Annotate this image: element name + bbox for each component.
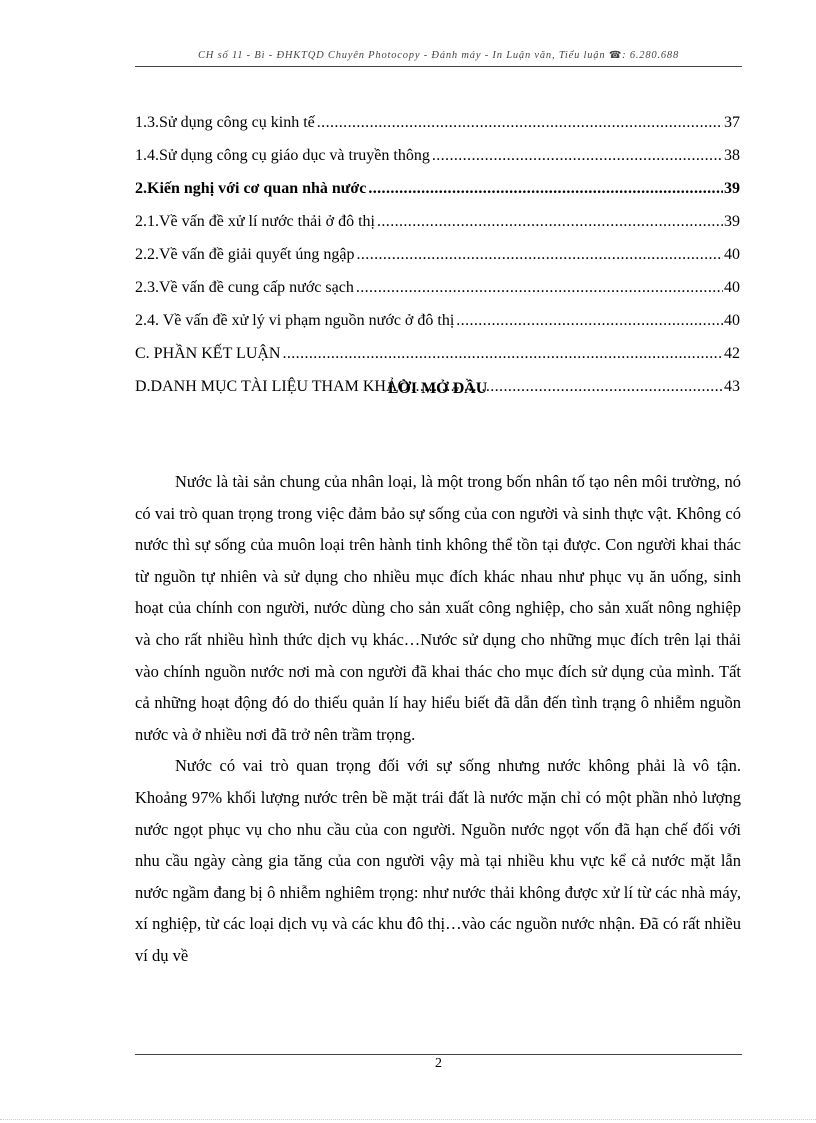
toc-page: 40 xyxy=(724,312,740,329)
toc-label: 2.1.Về vấn đề xử lí nước thải ở đô thị xyxy=(135,213,375,230)
section-title: LỜI MỞ ĐẦU xyxy=(387,380,488,397)
header-phone: : 6.280.688 xyxy=(622,50,680,61)
toc-row[interactable] xyxy=(135,246,740,279)
toc-leader xyxy=(456,312,723,330)
paragraph: Nước có vai trò quan trọng đối với sự sống nhưng nước không phải là vô tận. Khoảng 97% khối lượng nước trên bề mặt trái đất là nước mặn chỉ có một phần nhỏ lượng nước ngọt phục vụ cho nhu cầu của con người. Nguồn nước ngọt vốn đã hạn chế đối với nhu cầu ngày càng gia tăng của con người vậy mà tại nhiều khu vực kể cả nước mặt lẫn nước ngầm đang bị ô nhiễm nghiêm trọng: như nước thải không được xử lí từ các nhà máy, xí nghiệp, từ các loại dịch vụ và các khu đô thị…vào các nguồn nước nhận. Đã có rất nhiều ví dụ về xyxy=(135,756,741,965)
toc-row[interactable] xyxy=(135,345,740,378)
body-text xyxy=(135,466,741,972)
toc-page: 40 xyxy=(724,246,740,263)
toc-row[interactable] xyxy=(135,180,740,213)
page-header xyxy=(135,50,742,67)
toc-page: 38 xyxy=(724,147,740,164)
toc-leader xyxy=(368,180,723,198)
toc-page: 39 xyxy=(724,213,740,230)
phone-icon: ☎ xyxy=(608,50,623,61)
toc-label: 2.3.Về vấn đề cung cấp nước sạch xyxy=(135,279,354,296)
toc-row[interactable] xyxy=(135,114,740,147)
toc-label: C. PHẦN KẾT LUẬN xyxy=(135,345,281,362)
footer-divider xyxy=(135,1054,742,1055)
toc-page: 40 xyxy=(724,279,740,296)
toc-page: 39 xyxy=(724,180,740,197)
toc-label: 2.2.Về vấn đề giải quyết úng ngập xyxy=(135,246,355,263)
toc-row[interactable] xyxy=(135,312,740,345)
toc-row[interactable] xyxy=(135,279,740,312)
toc-leader xyxy=(377,213,723,231)
toc-page: 42 xyxy=(724,345,740,362)
toc-label: 1.3.Sử dụng công cụ kinh tế xyxy=(135,114,315,131)
toc-label: 1.4.Sử dụng công cụ giáo dục và truyền thông xyxy=(135,147,430,164)
toc-page: 37 xyxy=(724,114,740,131)
toc-label: D.DANH MỤC TÀI LIỆU THAM KHẢO xyxy=(135,378,410,395)
toc-leader xyxy=(357,246,724,264)
header-text: CH số 11 - Bì - ĐHKTQD Chuyên Photocopy - Đánh máy - In Luận văn, Tiểu luận xyxy=(197,50,606,61)
toc-leader xyxy=(432,147,723,165)
toc-leader xyxy=(282,345,723,363)
toc-page: 43 xyxy=(724,378,740,395)
paragraph: Nước là tài sản chung của nhân loại, là một trong bốn nhân tố tạo nên môi trường, nó có vai trò quan trọng trong việc đảm bảo sự sống của con người và sinh thực vật. Không có nước thì sự sống của muôn loại trên hành tinh không thể tồn tại được. Con người khai thác từ nguồn tự nhiên và sử dụng cho nhiều mục đích khác nhau như phục vụ ăn uống, sinh hoạt của chính con người, nước dùng cho sản xuất công nghiệp, cho sản xuất nông nghiệp và cho rất nhiều hình thức dịch vụ khác…Nước sử dụng cho những mục đích trên lại thải vào chính nguồn nước nơi mà con người đã khai thác cho mục đích sử dụng của mình. Tất cả những hoạt động đó do thiếu quản lí hay hiểu biết đã dẫn đến tình trạng ô nhiễm nguồn nước và ở nhiều nơi đã trở nên trầm trọng. xyxy=(135,472,741,744)
page-number: 2 xyxy=(435,1056,442,1071)
toc-label: 2.Kiến nghị với cơ quan nhà nước xyxy=(135,180,367,197)
toc-row[interactable] xyxy=(135,147,740,180)
toc-leader xyxy=(317,114,723,132)
toc-row[interactable] xyxy=(135,213,740,246)
toc-leader xyxy=(356,279,723,297)
page-bottom-divider xyxy=(0,1119,816,1120)
toc-label: 2.4. Về vấn đề xử lý vi phạm nguồn nước ở đô thị xyxy=(135,312,455,329)
table-of-contents xyxy=(135,114,740,411)
